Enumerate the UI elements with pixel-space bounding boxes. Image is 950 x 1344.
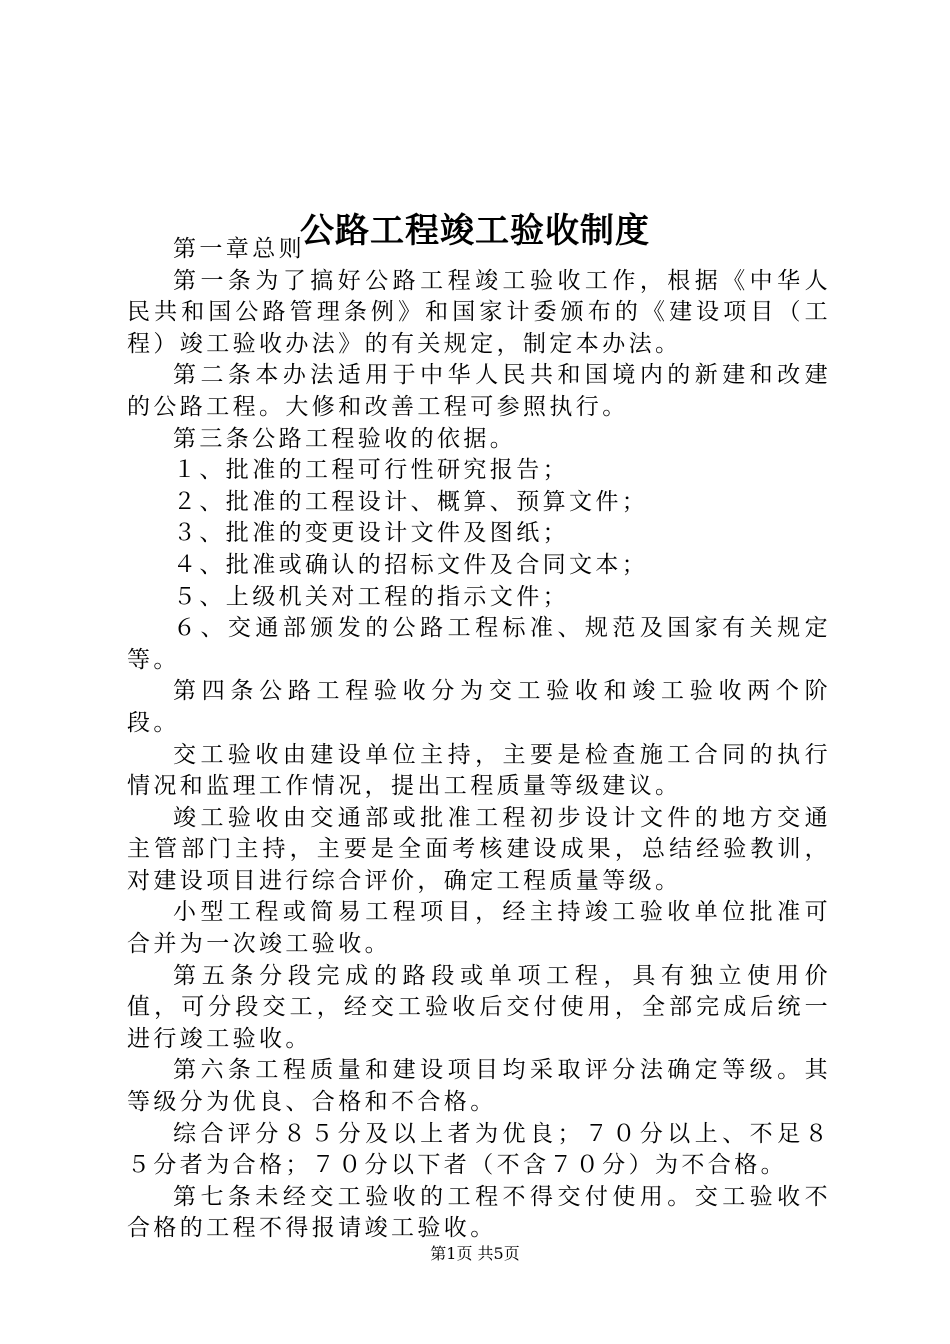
article-1-paragraph: 第一条为了搞好公路工程竣工验收工作，根据《中华人民共和国公路管理条例》和国家计委颁布的《建设项目（工程）竣工验收办法》的有关规定，制定本办法。 (127, 267, 831, 357)
basis-item-6: ６、交通部颁发的公路工程标准、规范及国家有关规定等。 (127, 615, 831, 673)
article-3-paragraph: 第三条公路工程验收的依据。 (173, 425, 517, 452)
handover-acceptance-paragraph: 交工验收由建设单位主持，主要是检查施工合同的执行情况和监理工作情况，提出工程质量等级建议。 (127, 741, 831, 800)
document-body (127, 234, 831, 1245)
basis-item-2: ２、批准的工程设计、概算、预算文件； (173, 488, 649, 515)
article-4-paragraph: 第四条公路工程验收分为交工验收和竣工验收两个阶段。 (127, 678, 831, 736)
basis-item-1: １、批准的工程可行性研究报告； (173, 457, 569, 484)
page-indicator: 第1页 共5页 (430, 1244, 520, 1263)
chapter-heading: 第一章总则 (173, 236, 305, 262)
article-2-paragraph: 第二条本办法适用于中华人民共和国境内的新建和改建的公路工程。大修和改善工程可参照执行。 (127, 362, 831, 420)
basis-item-4: ４、批准或确认的招标文件及合同文本； (173, 551, 649, 578)
completion-acceptance-paragraph: 竣工验收由交通部或批准工程初步设计文件的地方交通主管部门主持，主要是全面考核建设成果，总结经验教训，对建设项目进行综合评价，确定工程质量等级。 (127, 804, 831, 894)
article-6-paragraph: 第六条工程质量和建设项目均采取评分法确定等级。其等级分为优良、合格和不合格。 (127, 1057, 831, 1116)
small-project-paragraph: 小型工程或简易工程项目，经主持竣工验收单位批准可合并为一次竣工验收。 (127, 899, 831, 958)
scoring-paragraph: 综合评分８５分及以上者为优良；７０分以上、不足８５分者为合格；７０分以下者（不含７０分）为不合格。 (127, 1120, 831, 1179)
article-5-paragraph: 第五条分段完成的路段或单项工程，具有独立使用价值，可分段交工，经交工验收后交付使用，全部完成后统一进行竣工验收。 (127, 962, 831, 1052)
page-title: 公路工程竣工验收制度 (300, 210, 650, 251)
article-7-paragraph: 第七条未经交工验收的工程不得交付使用。交工验收不合格的工程不得报请竣工验收。 (127, 1183, 831, 1242)
basis-item-3: ３、批准的变更设计文件及图纸； (173, 520, 569, 547)
basis-item-5: ５、上级机关对工程的指示文件； (173, 583, 569, 610)
